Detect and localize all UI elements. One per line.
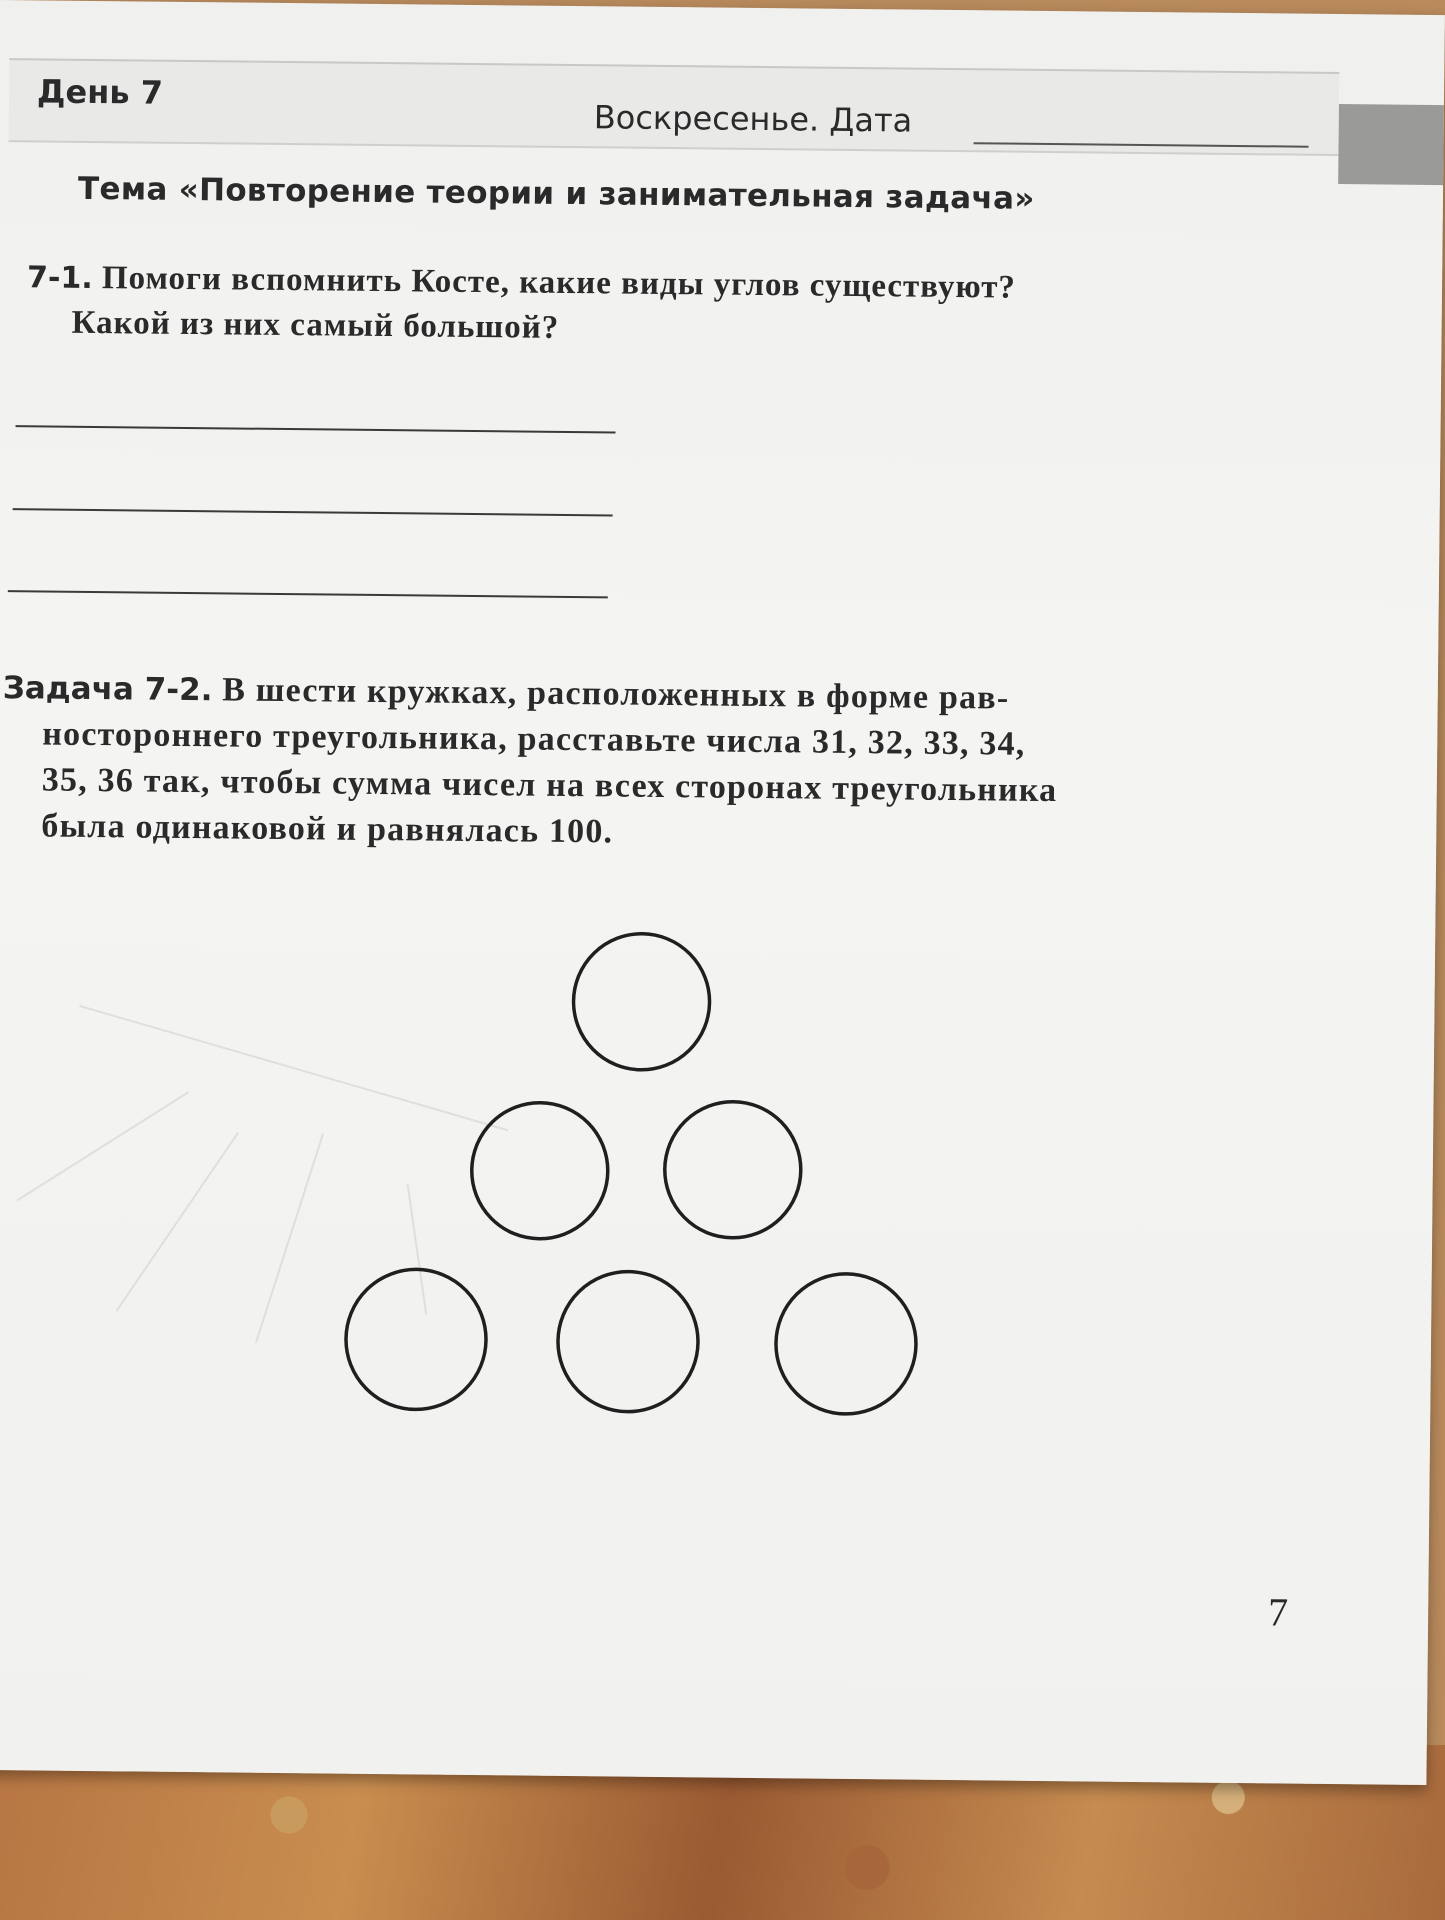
task-7-2-line3: 35, 36 так, чтобы сумма чисел на всех сторонах треугольника	[41, 761, 1058, 810]
task-7-2	[1, 665, 1308, 863]
task-7-1-line1: Помоги вспомнить Косте, какие виды углов существуют?	[101, 260, 1017, 306]
circle-middle-left[interactable]	[471, 1102, 608, 1239]
show-through-drawing	[16, 1005, 509, 1345]
circle-bottom-middle[interactable]	[557, 1271, 698, 1412]
circle-bottom-right[interactable]	[775, 1273, 916, 1414]
answer-line-3[interactable]	[8, 590, 608, 598]
task-7-2-label: Задача 7-2.	[2, 670, 213, 709]
answer-line-1[interactable]	[16, 425, 616, 433]
task-7-1-number: 7-1.	[26, 260, 93, 296]
task-7-2-line4: была одинаковой и равнялась 100.	[41, 807, 614, 851]
header-band-tab	[1338, 104, 1444, 185]
page-number: 7	[1267, 1589, 1289, 1635]
circle-bottom-left[interactable]	[345, 1269, 486, 1410]
task-7-1-line2: Какой из них самый большой?	[71, 304, 560, 346]
circle-middle-right[interactable]	[664, 1101, 801, 1238]
day-label: День 7	[36, 72, 164, 112]
task-7-2-line2: ностороннего треугольника, расставьте числа 31, 32, 33, 34,	[42, 715, 1026, 763]
circle-top[interactable]	[573, 933, 710, 1070]
answer-line-2[interactable]	[13, 508, 613, 516]
task-7-1	[26, 255, 1317, 359]
date-label: Воскресенье. Дата	[593, 98, 913, 140]
page-topic: Тема «Повторение теории и занимательная задача»	[77, 170, 1035, 217]
task-7-2-line1: В шести кружках, расположенных в форме рав-	[221, 671, 1010, 717]
